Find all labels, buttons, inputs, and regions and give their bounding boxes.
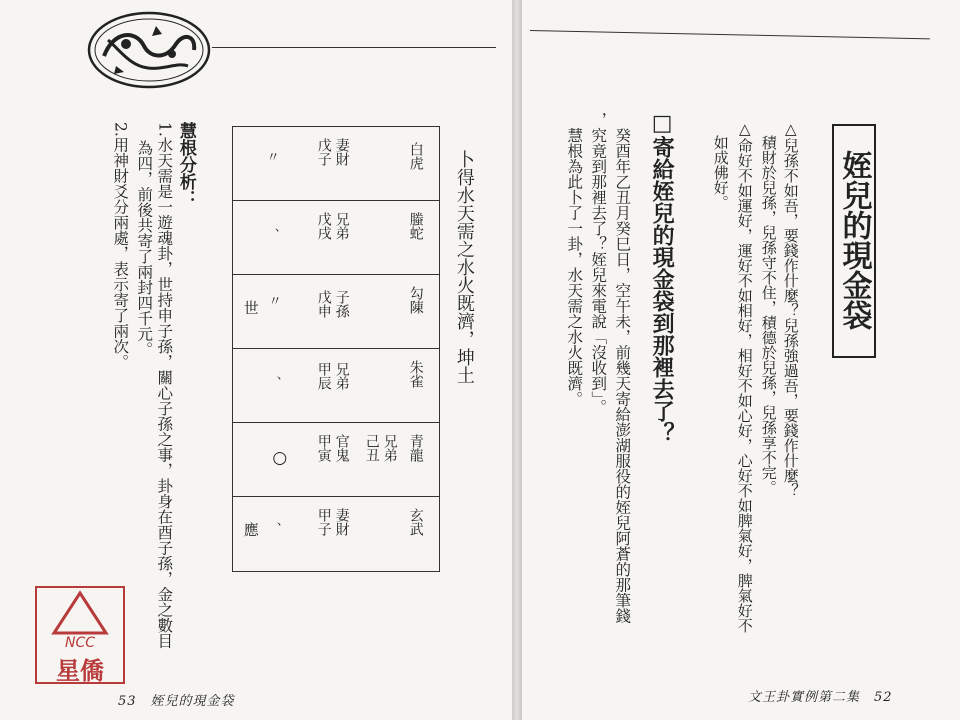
- extra-branch-label: 己丑: [363, 434, 380, 462]
- analysis-item-1: 1.水天需是一遊魂卦，世持申子孫，關心子孫之事，卦身在酉子孫，金之數目: [155, 122, 174, 649]
- analysis-title: 慧根分析：: [175, 122, 196, 207]
- line-mark: 、: [265, 522, 281, 535]
- six-relation-label: 兄弟: [333, 212, 350, 240]
- hexagram-heading: 卜得水天需之水火既濟，坤土: [453, 150, 475, 384]
- line-mark: 、: [263, 228, 279, 241]
- chapter-title-box: [832, 124, 876, 358]
- page-footer-left: 53 姪兒的現金袋: [118, 694, 235, 709]
- hexagram-table: [232, 126, 440, 572]
- branch-label: 甲寅: [315, 434, 332, 462]
- analysis-item-2: 2.用神財爻分兩處，表示寄了兩次。: [111, 122, 130, 370]
- saying-1-cont: 積財於兒孫，兒孫守不住，積德於兒孫，兒孫享不完。: [759, 120, 778, 495]
- story-line-2: ，究竟到那裡去了？姪兒來電說「沒收到」。: [589, 112, 608, 415]
- position-label: 應: [241, 522, 260, 537]
- story-line-3: 慧根為此卜了一卦，水天需之水火既濟。: [565, 112, 584, 407]
- table-row: [232, 274, 440, 348]
- page-footer-right: 文王卦實例第二集 52: [748, 690, 893, 705]
- six-relation-label: 妻財: [333, 138, 350, 166]
- six-god-label: 朱雀: [407, 360, 424, 388]
- dragon-ornament: [86, 10, 212, 90]
- table-row: [232, 422, 440, 496]
- section-heading: □寄給姪兒的現金袋到那裡去了？: [649, 110, 676, 444]
- header-rule: [212, 47, 496, 48]
- line-mark: ○: [269, 448, 290, 468]
- six-god-label: 螣蛇: [407, 212, 424, 240]
- branch-label: 甲子: [315, 508, 332, 536]
- branch-label: 戊戌: [315, 212, 332, 240]
- ncc-stamp: [34, 585, 126, 685]
- six-relation-label: 官鬼: [333, 434, 350, 462]
- analysis-item-1-cont: 為四，前後共寄了兩封四千元。: [135, 140, 154, 357]
- six-relation-label: 子孫: [333, 290, 350, 318]
- branch-label: 戊子: [315, 138, 332, 166]
- book-gutter: [512, 0, 522, 720]
- line-mark: 〃: [265, 294, 281, 307]
- table-row: [232, 496, 440, 571]
- table-row: [232, 200, 440, 274]
- table-row: [232, 348, 440, 422]
- story-line-1: 癸酉年乙丑月癸巳日，空午未，前幾天寄給澎湖服役的姪兒阿蒼的那筆錢: [613, 112, 632, 624]
- saying-1: △兒孫不如吾，要錢作什麼？兒孫強過吾，要錢作什麼？: [781, 120, 800, 498]
- chapter-title: 姪兒的現金袋: [836, 150, 872, 330]
- header-rule: [530, 30, 930, 39]
- position-label: 世: [241, 300, 260, 315]
- six-god-label: 勾陳: [407, 286, 424, 314]
- six-relation-label: 妻財: [333, 508, 350, 536]
- table-row: [232, 126, 440, 200]
- branch-label: 甲辰: [315, 362, 332, 390]
- six-god-label: 白虎: [407, 142, 424, 170]
- line-mark: 〃: [263, 150, 279, 163]
- stamp-name-text: 星僑: [56, 656, 104, 685]
- line-mark: 、: [265, 376, 281, 389]
- six-god-label: 青龍: [407, 434, 424, 462]
- stamp-ncc-text: NCC: [64, 635, 96, 651]
- six-god-label: 玄武: [407, 508, 424, 536]
- extra-relation-label: 兄弟: [381, 434, 398, 462]
- saying-2: △命好不如運好，運好不如相好，相好不如心好，心好不如脾氣好，脾氣好不: [735, 120, 754, 633]
- branch-label: 戊申: [315, 290, 332, 318]
- saying-2-cont: 如成佛好。: [711, 120, 730, 210]
- six-relation-label: 兄弟: [333, 362, 350, 390]
